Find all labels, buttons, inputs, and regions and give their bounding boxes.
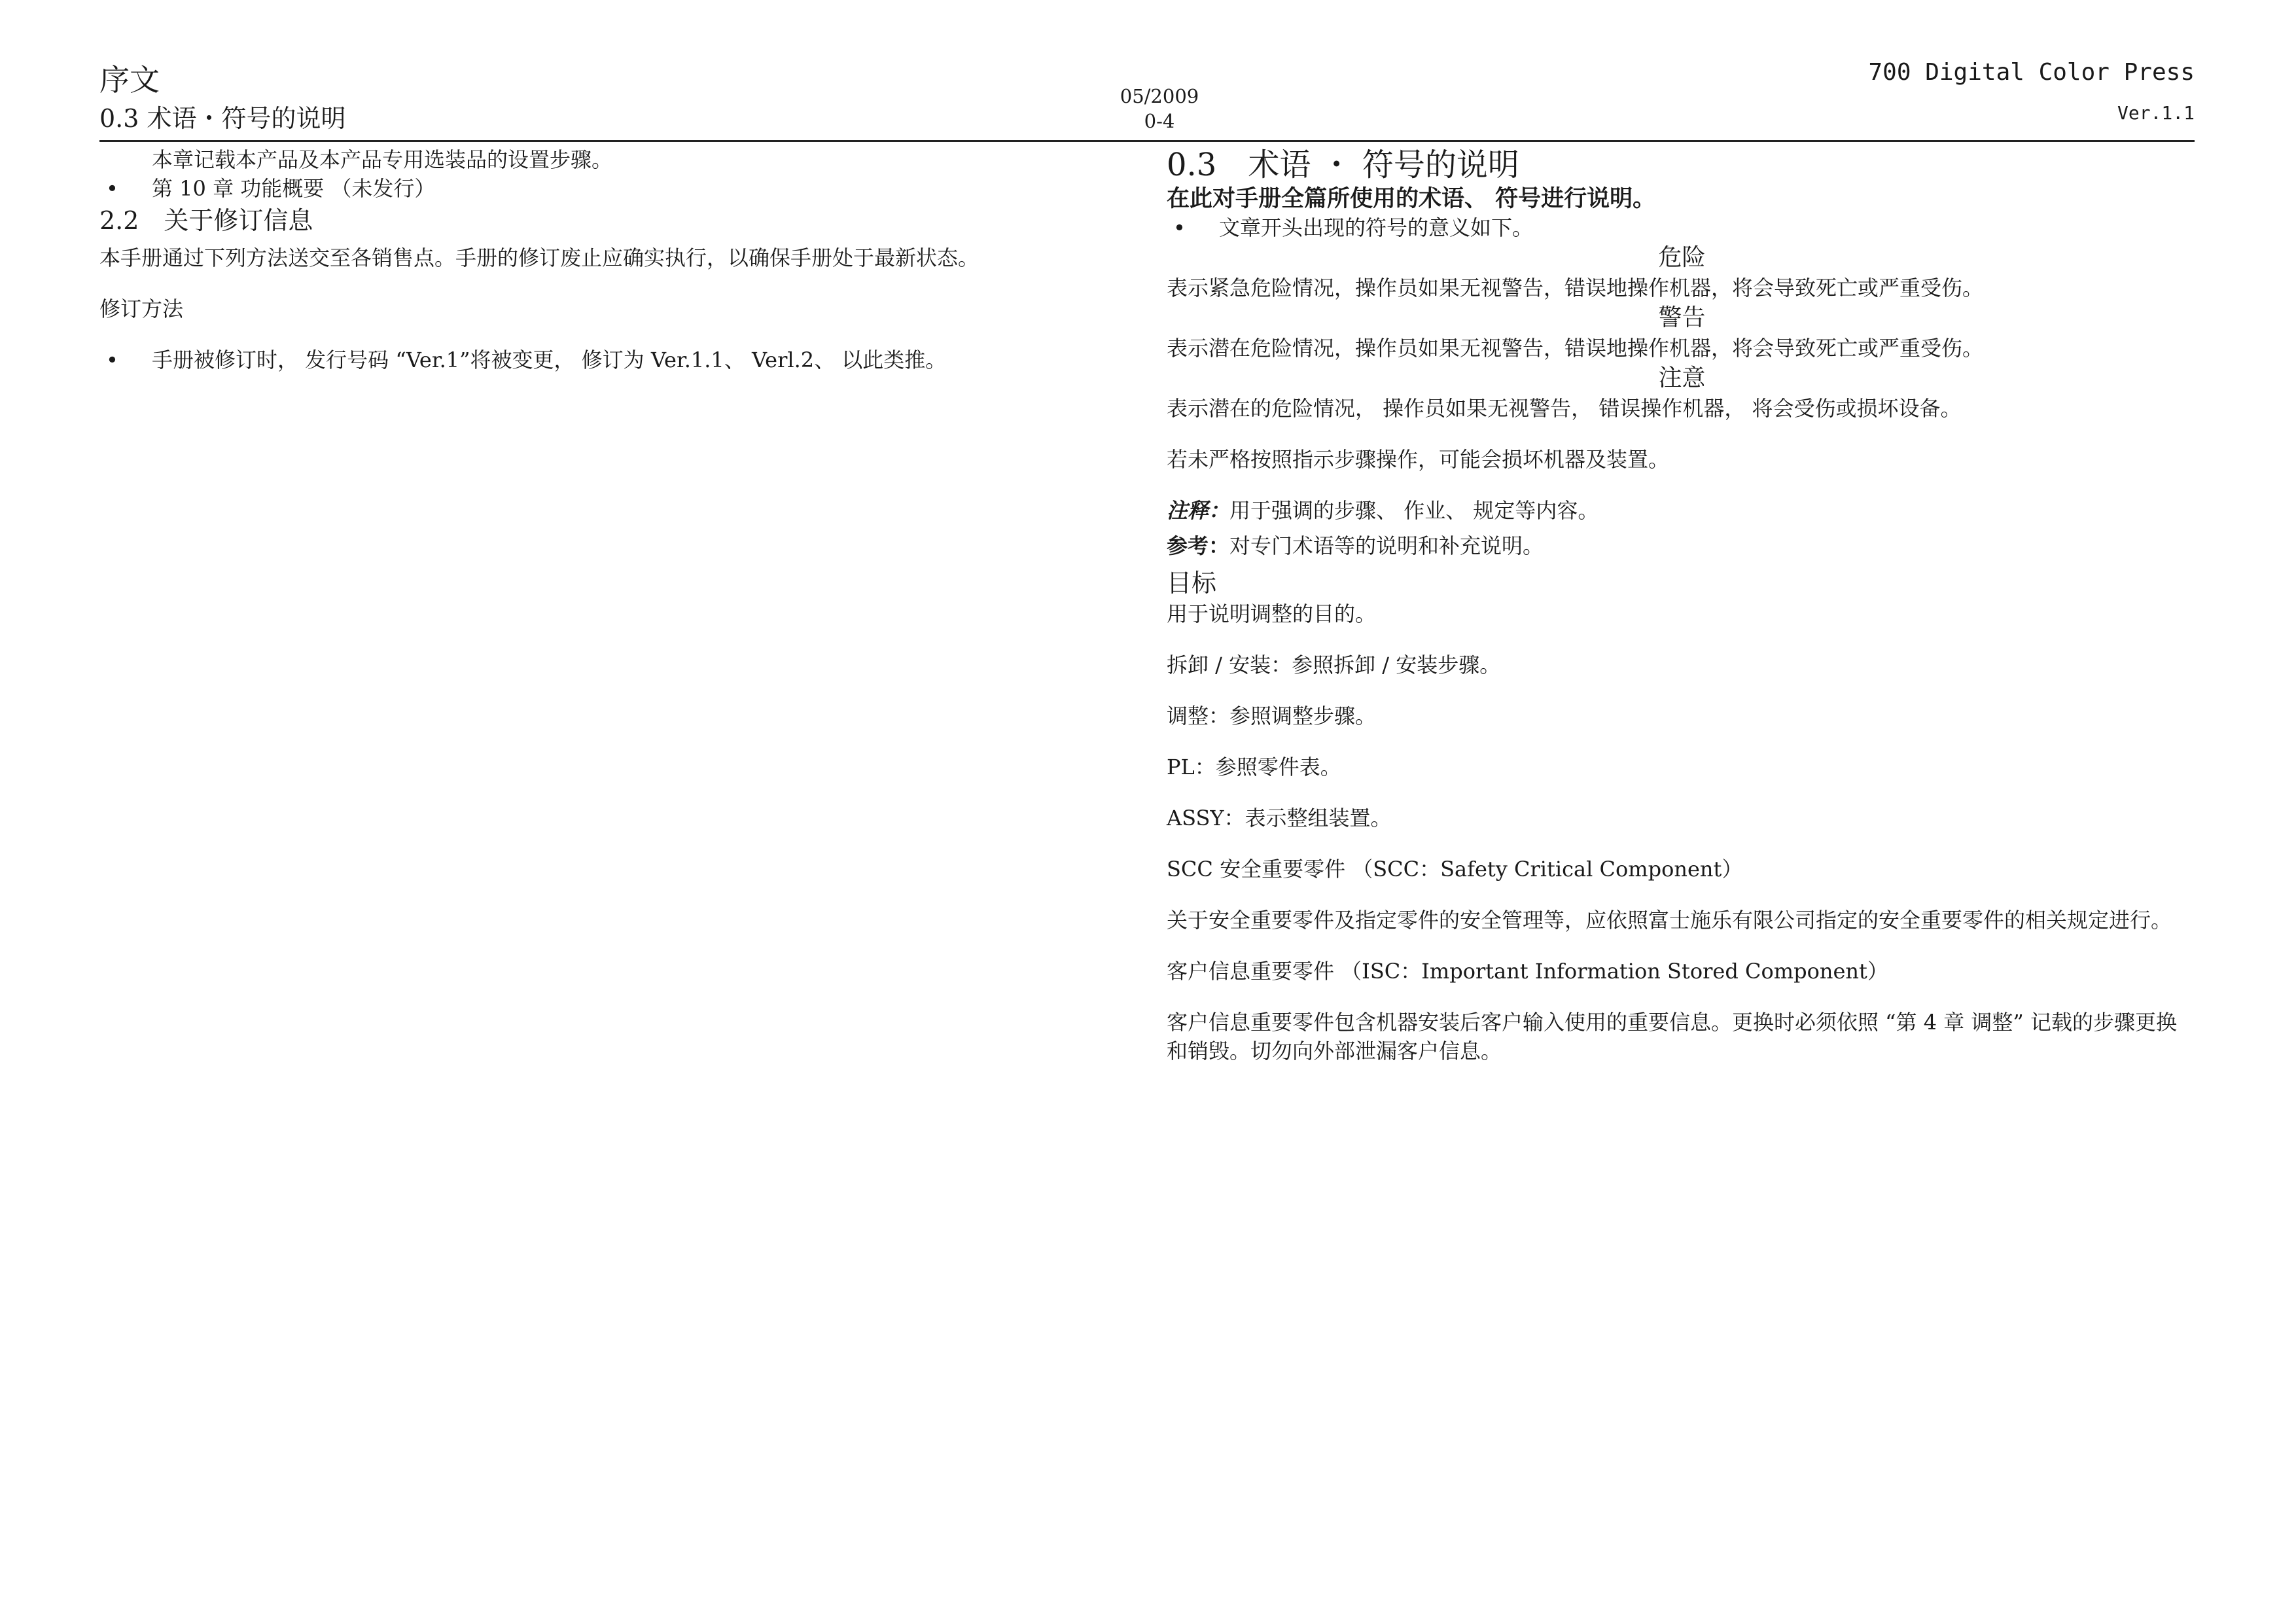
scc-title: SCC 安全重要零件 （SCC：Safety Critical Component） xyxy=(1167,857,1743,882)
note-label: 注释： xyxy=(1167,498,1230,523)
danger-text: 表示紧急危险情况，操作员如果无视警告，错误地操作机器，将会导致死亡或严重受伤。 xyxy=(1167,276,1984,300)
list-item xyxy=(99,174,1120,203)
date-page-block xyxy=(1114,84,1205,134)
parts-list-text: PL：参照零件表。 xyxy=(1167,755,1341,779)
bullet-icon: • xyxy=(106,348,118,372)
note-text: 用于强调的步骤、 作业、 规定等内容。 xyxy=(1229,498,1599,523)
issue-date: 05/2009 xyxy=(1120,85,1199,107)
danger-title: 危险 xyxy=(1658,244,1706,271)
page-number: 0-4 xyxy=(1144,110,1175,132)
section-heading: 0.3 术语 ・ 符号的说明 xyxy=(1167,147,1519,183)
reference-line xyxy=(1167,531,2197,560)
product-name: 700 Digital Color Press xyxy=(1868,59,2195,86)
assembly-text: ASSY：表示整组装置。 xyxy=(1167,806,1392,830)
header-divider xyxy=(99,140,2195,142)
adjust-text: 调整：参照调整步骤。 xyxy=(1167,704,1377,728)
bullet-icon: • xyxy=(106,176,118,201)
bullet-icon: • xyxy=(1173,215,1186,240)
list-item-text: 文章开头出现的符号的意义如下。 xyxy=(1219,215,1534,240)
goal-text: 用于说明调整的目的。 xyxy=(1167,601,1377,626)
right-column xyxy=(1167,145,2197,1065)
isc-text: 客户信息重要零件包含机器安装后客户输入使用的重要信息。更换时必须依照 “第 4 章 调整” 记载的步骤更换和销毁。切勿向外部泄漏客户信息。 xyxy=(1167,1010,2177,1063)
list-item-text: 第 10 章 功能概要 （未发行） xyxy=(152,176,436,201)
scc-text: 关于安全重要零件及指定零件的安全管理等，应依照富士施乐有限公司指定的安全重要零件的相关规定进行。 xyxy=(1167,908,2172,933)
reference-text: 对专门术语等的说明和补充说明。 xyxy=(1229,533,1544,558)
reference-label: 参考： xyxy=(1167,533,1230,558)
chapter-title: 序文 xyxy=(99,62,160,98)
isc-title: 客户信息重要零件 （ISC：Important Information Stored Component） xyxy=(1167,959,1888,984)
caution-text: 表示潜在的危险情况， 操作员如果无视警告， 错误操作机器， 将会受伤或损坏设备。 xyxy=(1167,396,1962,421)
list-item xyxy=(99,346,1120,374)
section-title: 0.3 术语・符号的说明 xyxy=(99,104,346,133)
left-column xyxy=(99,145,1120,374)
list-item xyxy=(1167,213,2197,242)
paragraph: 本手册通过下列方法送交至各销售点。手册的修订废止应确实执行，以确保手册处于最新状态。 xyxy=(99,245,980,270)
chapter-desc: 本章记载本产品及本产品专用选装品的设置步骤。 xyxy=(152,147,613,172)
warning-text: 表示潜在危险情况，操作员如果无视警告，错误地操作机器，将会导致死亡或严重受伤。 xyxy=(1167,336,1984,361)
caution-title: 注意 xyxy=(1658,365,1706,391)
version-label: Ver.1.1 xyxy=(2117,102,2195,124)
method-label: 修订方法 xyxy=(99,296,184,321)
caution-note: 若未严格按照指示步骤操作，可能会损坏机器及装置。 xyxy=(1167,447,1670,472)
list-item-text: 手册被修订时， 发行号码 “Ver.1”将被变更， 修订为 Ver.1.1、 Verl.2、 以此类推。 xyxy=(152,348,947,372)
remove-install-text: 拆卸 / 安装：参照拆卸 / 安装步骤。 xyxy=(1167,652,1501,677)
warning-title: 警告 xyxy=(1658,304,1706,331)
section-heading: 2.2 关于修订信息 xyxy=(99,206,313,235)
note-line xyxy=(1167,496,2197,525)
intro-text: 在此对手册全篇所使用的术语、 符号进行说明。 xyxy=(1167,186,1656,212)
goal-title: 目标 xyxy=(1167,569,1217,597)
